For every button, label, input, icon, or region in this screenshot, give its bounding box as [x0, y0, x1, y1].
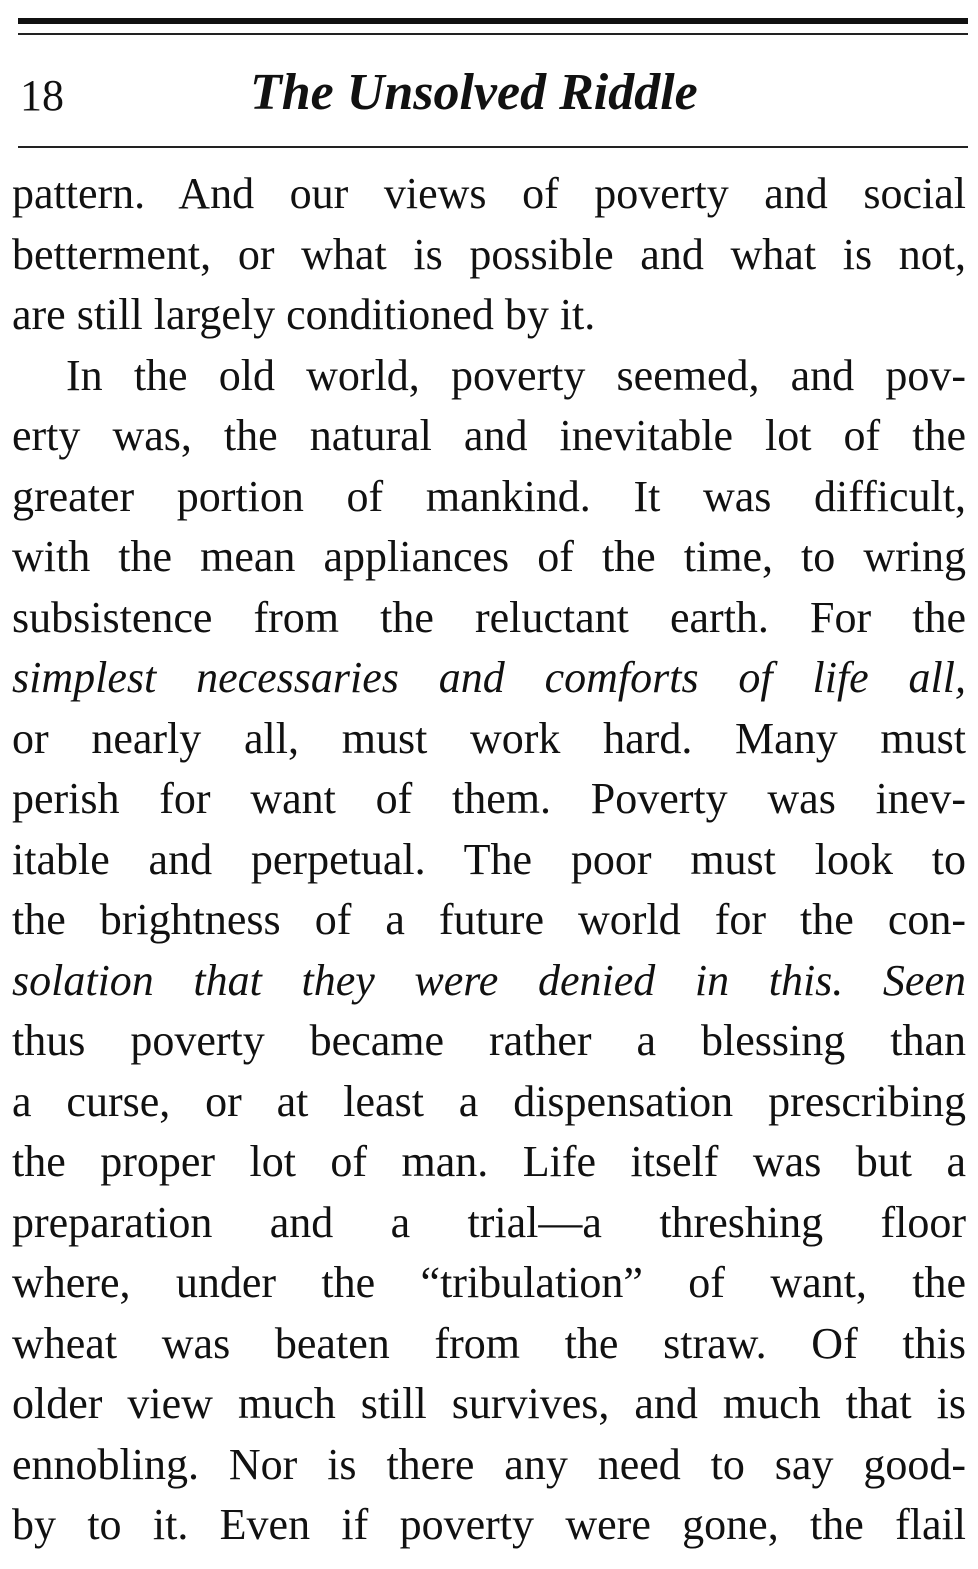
text-line: subsistence from the reluctant earth. For the — [12, 592, 966, 642]
text-line: the proper lot of man. Life itself was but a — [12, 1137, 966, 1186]
text-line: ennobling. Nor is there any need to say good- — [12, 1439, 966, 1489]
text-line: itable and perpetual. The poor must look to — [12, 834, 966, 884]
text-line: where, under the “tribulation” of want, the — [12, 1258, 966, 1307]
text-line: are still largely conditioned by it. — [12, 290, 596, 339]
text-line: simplest necessaries and comforts of life all, — [12, 653, 966, 702]
top-rule-thin — [18, 33, 968, 35]
header-rule — [18, 146, 968, 148]
text-line: In the old world, poverty seemed, and pov- — [66, 350, 966, 400]
running-title: The Unsolved Riddle — [250, 64, 698, 121]
text-line: erty was, the natural and inevitable lot of the — [12, 411, 966, 460]
top-rule-thick — [18, 18, 968, 24]
text-line: by to it. Even if poverty were gone, the flail — [12, 1500, 966, 1549]
text-line: pattern. And our views of poverty and social — [12, 169, 966, 218]
text-line: older view much still survives, and much that is — [12, 1379, 966, 1428]
text-line: the brightness of a future world for the con- — [12, 895, 966, 944]
text-line: or nearly all, must work hard. Many must — [12, 713, 966, 763]
text-line: a curse, or at least a dispensation prescribing — [12, 1076, 966, 1126]
text-line: solation that they were denied in this. Seen — [12, 955, 966, 1005]
page-number: 18 — [20, 71, 64, 120]
body-text — [12, 164, 966, 1556]
page-header — [18, 60, 968, 130]
text-line: perish for want of them. Poverty was inev- — [12, 774, 966, 823]
text-line: betterment, or what is possible and what is not, — [12, 229, 966, 279]
text-line: preparation and a trial—a threshing floor — [12, 1197, 966, 1247]
text-line: wheat was beaten from the straw. Of this — [12, 1318, 966, 1368]
text-line: thus poverty became rather a blessing than — [12, 1016, 966, 1065]
text-line: greater portion of mankind. It was difficult, — [12, 471, 966, 521]
text-line: with the mean appliances of the time, to wring — [12, 532, 966, 581]
